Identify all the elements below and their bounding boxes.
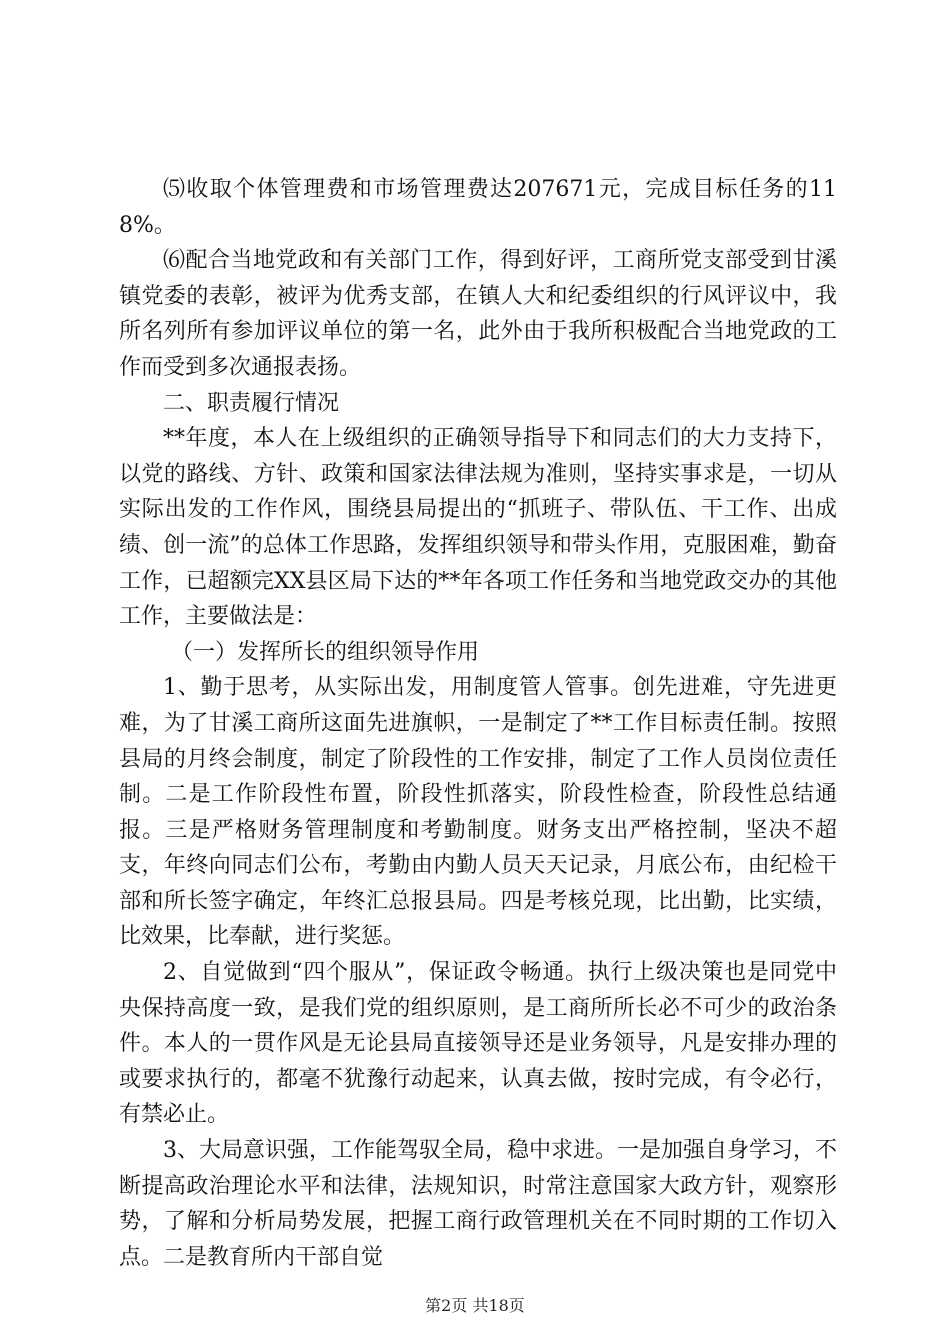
paragraph-point-3: 3、大局意识强，工作能驾驭全局，稳中求进。一是加强自身学习，不断提高政治理论水平和法律，法规知识，时常注意国家大政方针，观察形势，了解和分析局势发展，把握工商行政管理机关在不同时期的工作切入点。二是教育所内干部自觉 bbox=[119, 1138, 837, 1270]
paragraph-item-6: ⑹配合当地党政和有关部门工作，得到好评，工商所党支部受到甘溪镇党委的表彰，被评为优秀支部，在镇人大和纪委组织的行风评议中，我所名列所有参加评议单位的第一名，此外由于我所积极配合当地党政的工作而受到多次通报表扬。 bbox=[119, 248, 837, 380]
page-footer: 第2页 共18页 bbox=[425, 1296, 525, 1315]
paragraph-item-5: ⑸收取个体管理费和市场管理费达207671元，完成目标任务的118%。 bbox=[119, 177, 837, 238]
section-heading: 二、职责履行情况 bbox=[163, 390, 340, 416]
document-body bbox=[119, 172, 837, 1275]
paragraph-point-1: 1、勤于思考，从实际出发，用制度管人管事。创先进难，守先进更难，为了甘溪工商所这面先进旗帜，一是制定了**工作目标责任制。按照县局的月终会制度，制定了阶段性的工作安排，制定了工作人员岗位责任制。二是工作阶段性布置，阶段性抓落实，阶段性检查，阶段性总结通报。三是严格财务管理制度和考勤制度。财务支出严格控制，坚决不超支，年终向同志们公布，考勤由内勤人员天天记录，月底公布，由纪检干部和所长签字确定，年终汇总报县局。四是考核兑现，比出勤，比实绩，比效果，比奉献，进行奖惩。 bbox=[119, 675, 837, 950]
paragraph-annual-summary: **年度，本人在上级组织的正确领导指导下和同志们的大力支持下，以党的路线、方针、政策和国家法律法规为准则，坚持实事求是，一切从实际出发的工作作风，围绕县局提出的“抓班子、带队伍、干工作、出成绩、创一流”的总体工作思路，发挥组织领导和带头作用，克服困难，勤奋工作，已超额完XX县区局下达的**年各项工作任务和当地党政交办的其他工作，主要做法是： bbox=[119, 426, 837, 630]
subsection-heading: （一）发挥所长的组织领导作用 bbox=[171, 639, 480, 665]
paragraph-point-2: 2、自觉做到“四个服从”，保证政令畅通。执行上级决策也是同党中央保持高度一致，是我们党的组织原则，是工商所所长必不可少的政治条件。本人的一贯作风是无论县局直接领导还是业务领导，凡是安排办理的或要求执行的，都毫不犹豫行动起来，认真去做，按时完成，有令必行，有禁必止。 bbox=[119, 960, 837, 1128]
